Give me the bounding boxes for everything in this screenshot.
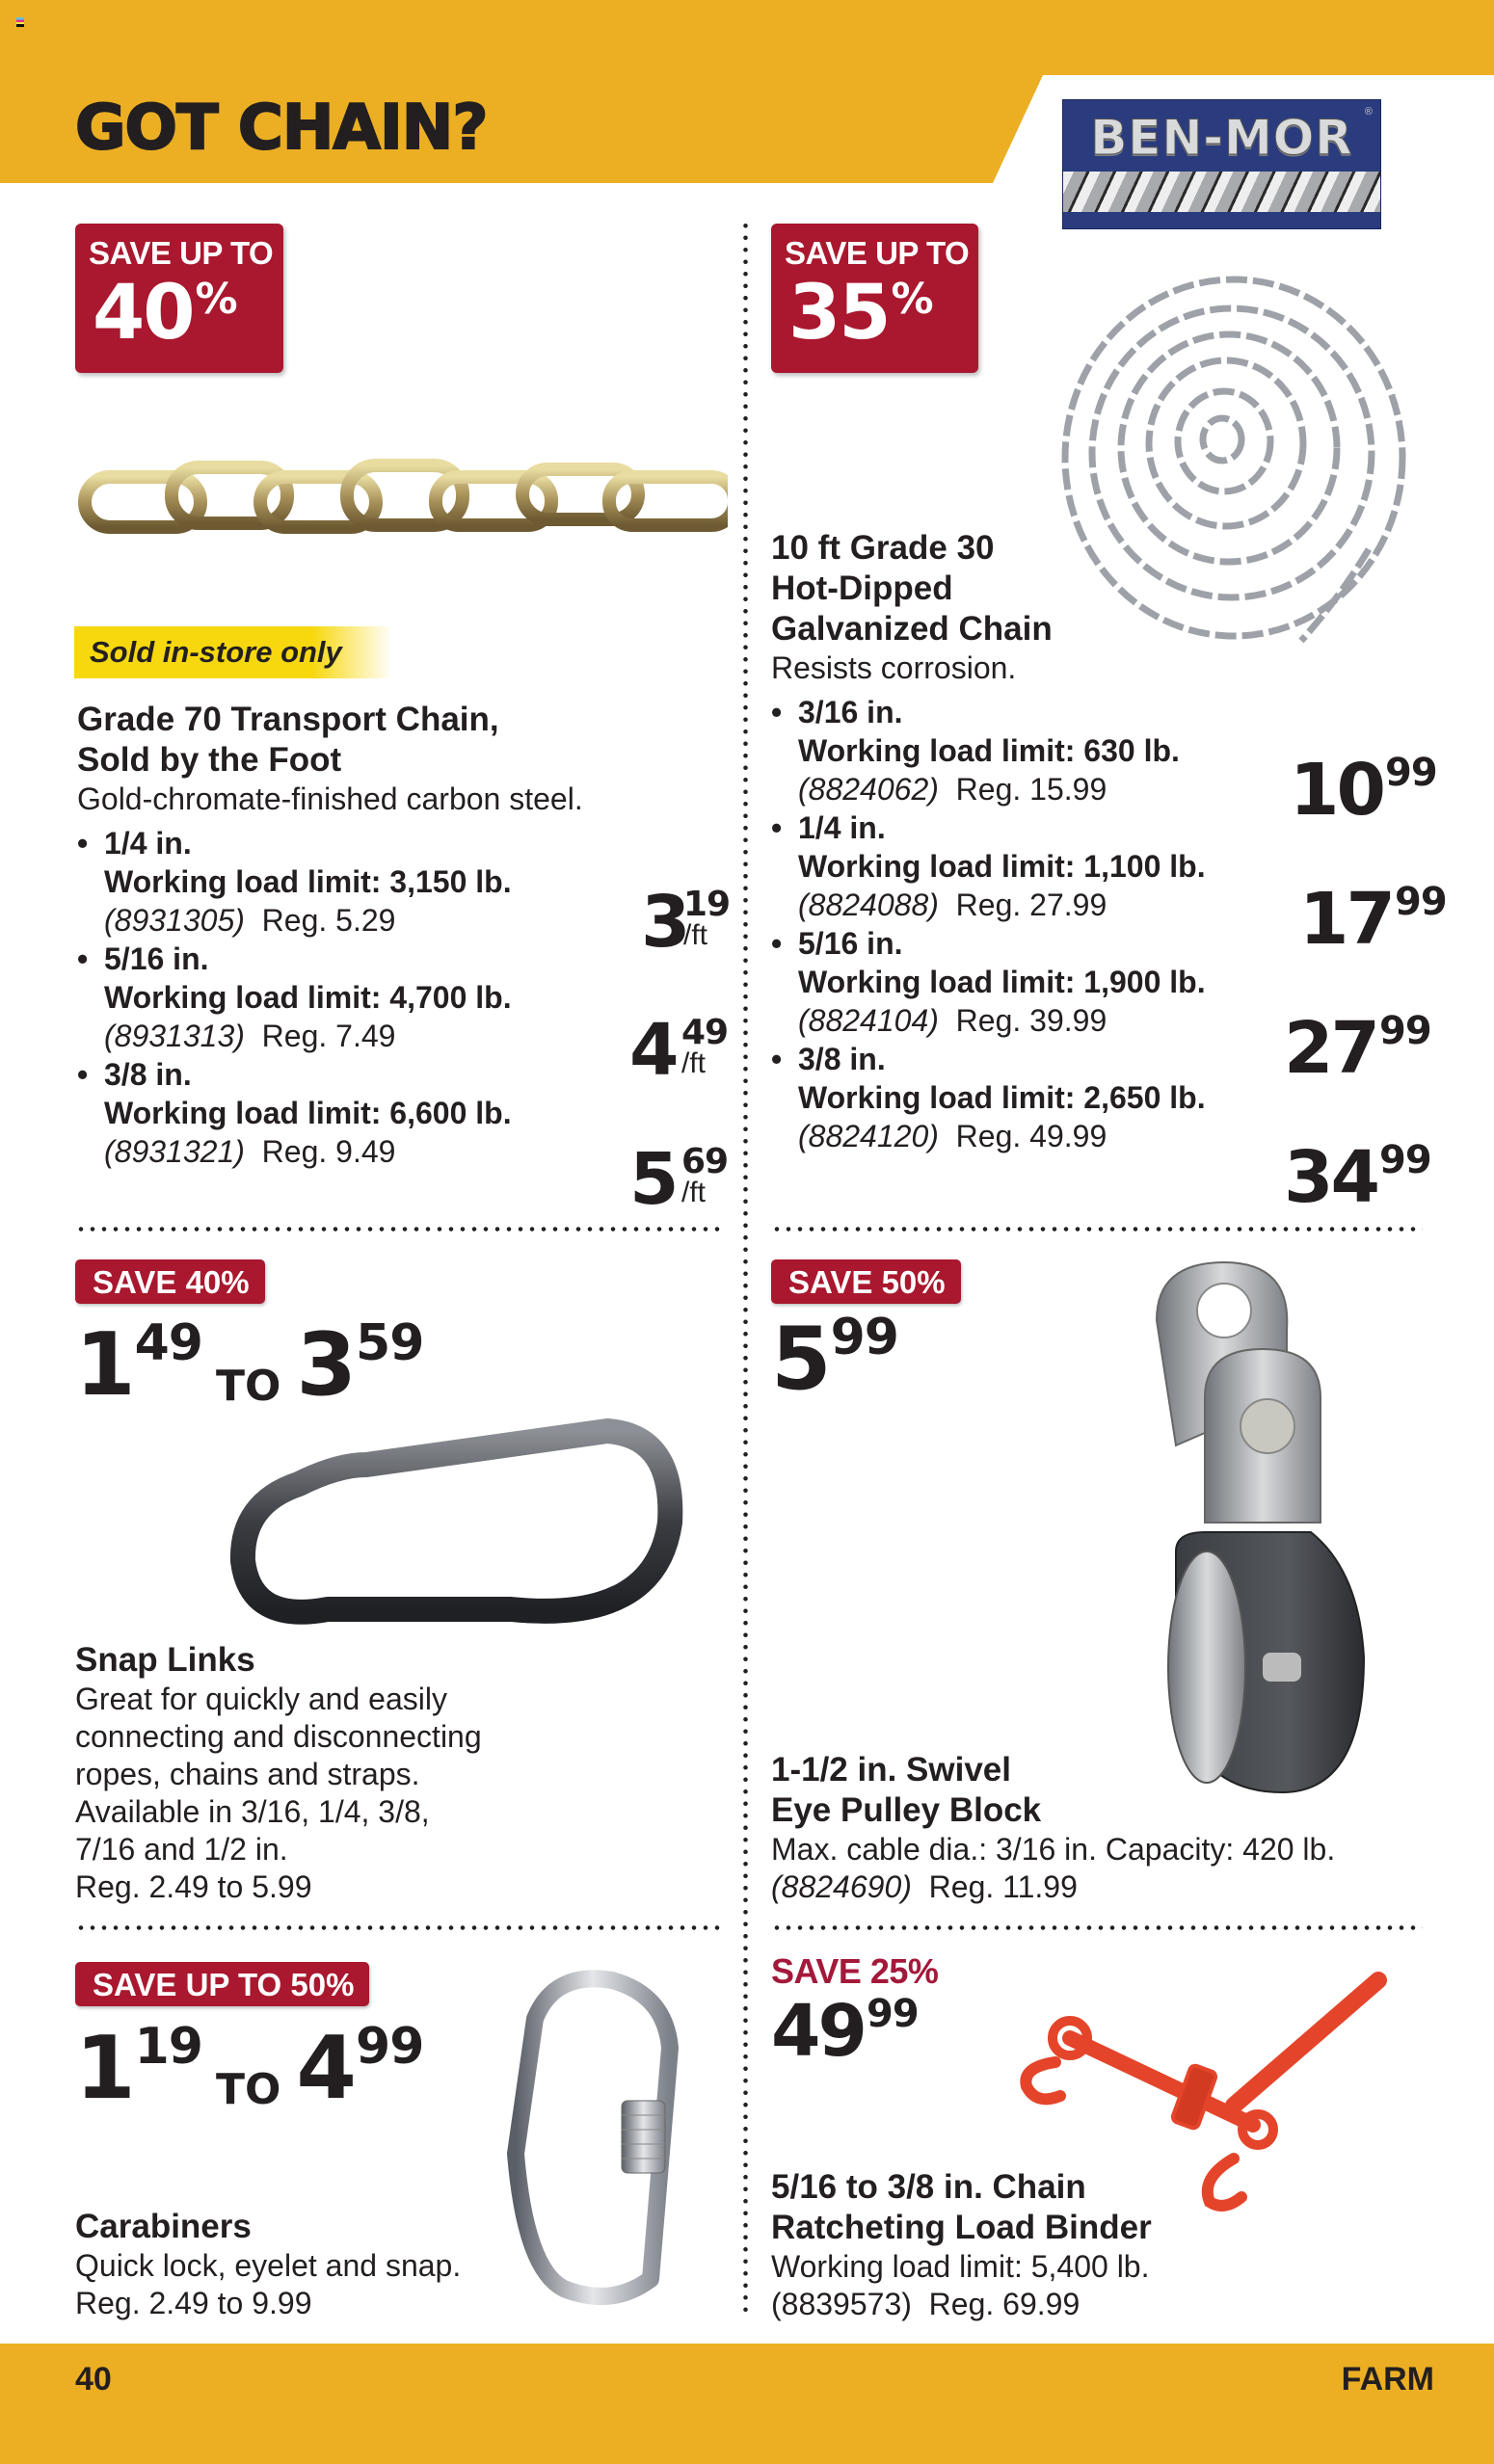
- row-divider: [75, 1925, 726, 1930]
- variant-size: • 5/16 in.: [771, 924, 1206, 963]
- product-info: Carabiners Quick lock, eyelet and snap. Reg. 2.49 to 9.99: [75, 2208, 462, 2320]
- save-label: SAVE 25%: [771, 1951, 939, 1991]
- gold-chain-image: [77, 448, 728, 544]
- row-divider: [75, 1227, 726, 1232]
- row-divider: [771, 1925, 1423, 1930]
- print-registration-mark: [16, 17, 24, 27]
- variant-size: • 3/16 in.: [771, 693, 1206, 731]
- price: 1799: [1299, 878, 1447, 961]
- section-label: FARM: [1341, 2361, 1434, 2398]
- logo-text: BEN-MOR: [1090, 110, 1353, 166]
- save-badge: SAVE UP TO 50%: [75, 1962, 369, 2006]
- variant-size: • 3/8 in.: [771, 1040, 1206, 1078]
- save-badge: SAVE 40%: [75, 1259, 265, 1304]
- save-badge: SAVE UP TO 35%: [771, 224, 978, 373]
- product-info: Snap Links Great for quickly and easily connecting and disconnecting ropes, chains and straps. Available in 3/16, 1/4, 3/8, 7/16 and 1/2 in. Reg. 2.49 to 5.99: [75, 1641, 482, 1904]
- variant-size: • 1/4 in.: [771, 808, 1206, 847]
- product-info: 1-1/2 in. Swivel Eye Pulley Block Max. cable dia.: 3/16 in. Capacity: 420 lb. (8824690) Reg. 11.99: [771, 1751, 1336, 1904]
- product-info: 10 ft Grade 30 Hot-Dipped Galvanized Chain Resists corrosion. • 3/16 in. Working load limit: 630 lb. (8824062) Reg. 15.99 • 1/4 in. Working load limit: 1,100 lb. (8824088) Reg. 27.99 • 5/16 in. Working load limit: 1,900 lb. (8824104) Reg. 39.99 • 3/8 in. Working load limit: 2,650 lb. (8824120) Reg. 49.99: [771, 528, 1206, 1155]
- price: 4999: [771, 1990, 919, 2073]
- price: 4 49 /ft: [629, 1009, 729, 1092]
- price: 599: [771, 1309, 898, 1410]
- registered-mark: ®: [1364, 106, 1373, 118]
- product-info: Grade 70 Transport Chain, Sold by the Foot Gold-chromate-finished carbon steel. • 1/4 in. Working load limit: 3,150 lb. (8931305) Reg. 5.29 • 5/16 in. Working load limit: 4,700 lb. (8931313) Reg. 7.49 • 3/8 in. Working load limit: 6,600 lb. (8931321) Reg. 9.49: [77, 700, 583, 1171]
- row-divider: [771, 1227, 1423, 1232]
- price: 3499: [1284, 1136, 1431, 1219]
- sold-in-store-notice: Sold in-store only: [74, 626, 392, 678]
- price: 3 19 /ft: [641, 881, 731, 964]
- rope-graphic-icon: [1063, 172, 1380, 212]
- price: 5 69 /ft: [629, 1138, 729, 1221]
- save-badge: SAVE UP TO 40%: [75, 224, 283, 373]
- variant-size: • 5/16 in.: [77, 940, 583, 978]
- column-divider: [743, 220, 748, 2315]
- footer: [0, 2344, 1494, 2464]
- pulley-block-image: [1118, 1253, 1398, 1802]
- price: 2799: [1284, 1007, 1431, 1090]
- save-badge: SAVE 50%: [771, 1259, 961, 1304]
- snap-link-image: [222, 1417, 694, 1648]
- ben-mor-logo: [1062, 99, 1381, 229]
- price-range: 119TO 499: [75, 2018, 424, 2119]
- price: 1099: [1290, 749, 1437, 832]
- variant-size: • 1/4 in.: [77, 824, 583, 862]
- carabiner-image: [496, 1961, 689, 2308]
- variant-size: • 3/8 in.: [77, 1055, 583, 1094]
- product-info: 5/16 to 3/8 in. Chain Ratcheting Load Binder Working load limit: 5,400 lb. (8839573) Reg. 69.99: [771, 2168, 1152, 2321]
- page-title: GOT CHAIN?: [75, 93, 488, 164]
- price-range: 149TO 359: [75, 1314, 424, 1416]
- page-number: 40: [75, 2361, 112, 2398]
